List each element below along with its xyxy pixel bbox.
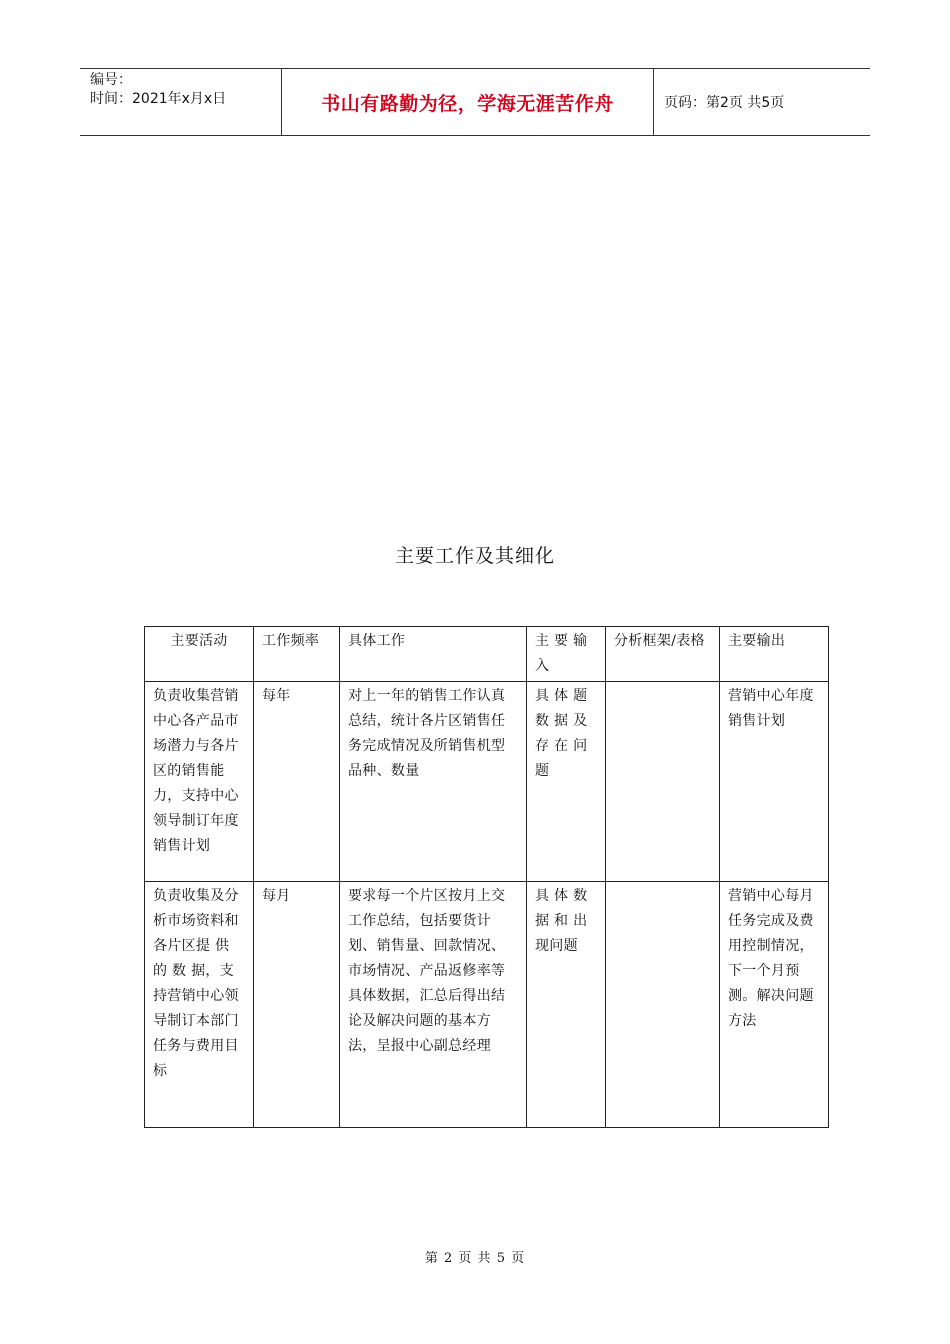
cell-work: 要求每一个片区按月上交工作总结，包括要货计划、销售量、回款情况、市场情况、产品返修率等具体数据，汇总后得出结论及解决问题的基本方法，呈报中心副总经理 bbox=[340, 882, 527, 1128]
table-row bbox=[145, 882, 829, 1128]
header-motto-cell bbox=[282, 69, 654, 135]
table-row bbox=[145, 682, 829, 882]
cell-output: 营销中心年度销售计划 bbox=[720, 682, 829, 882]
document-title: 主要工作及其细化 bbox=[394, 545, 555, 567]
page-footer: 第 2 页 共 5 页 bbox=[424, 1251, 526, 1266]
motto: 书山有路勤为径，学海无涯苦作舟 bbox=[321, 92, 614, 115]
number-label: 编号： bbox=[90, 72, 132, 88]
cell-work: 对上一年的销售工作认真总结，统计各片区销售任务完成情况及所销售机型品种、数量 bbox=[340, 682, 527, 882]
cell-frequency: 每年 bbox=[254, 682, 340, 882]
cell-input: 具 体 题 数 据 及 存 在 问 题 bbox=[527, 682, 606, 882]
cell-framework bbox=[606, 682, 720, 882]
work-table bbox=[144, 626, 829, 1128]
header-cell-framework: 分析框架/表格 bbox=[606, 627, 720, 682]
header-cell-work: 具体工作 bbox=[340, 627, 527, 682]
header-cell-frequency: 工作频率 bbox=[254, 627, 340, 682]
header-meta bbox=[80, 69, 282, 135]
cell-framework bbox=[606, 882, 720, 1128]
header-cell-input: 主 要 输 入 bbox=[527, 627, 606, 682]
page-header bbox=[80, 68, 870, 136]
header-cell-activity: 主要活动 bbox=[145, 627, 254, 682]
cell-frequency: 每月 bbox=[254, 882, 340, 1128]
cell-output: 营销中心每月任务完成及费用控制情况，下一个月预测。解决问题方法 bbox=[720, 882, 829, 1128]
cell-activity: 负责收集及分析市场资料和各片区提 供 的 数 据，支持营销中心领导制订本部门任务与费用目标 bbox=[145, 882, 254, 1128]
table-header-row bbox=[145, 627, 829, 682]
time-label: 时间：2021年x月x日 bbox=[90, 91, 227, 107]
header-page-info-cell bbox=[654, 69, 870, 135]
cell-activity: 负责收集营销中心各产品市场潜力与各片区的销售能力，支持中心领导制订年度销售计划 bbox=[145, 682, 254, 882]
page-info: 页码：第2页 共5页 bbox=[664, 95, 785, 111]
header-cell-output: 主要输出 bbox=[720, 627, 829, 682]
cell-input: 具 体 数 据 和 出 现问题 bbox=[527, 882, 606, 1128]
